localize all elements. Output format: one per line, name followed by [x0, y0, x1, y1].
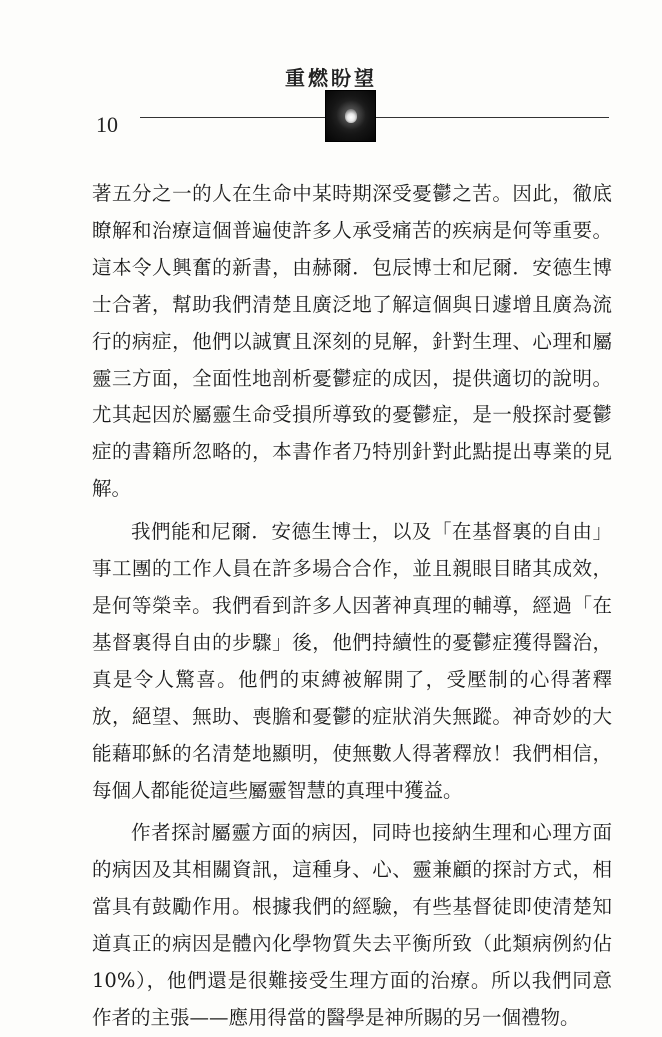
- header-rule-left: [140, 117, 325, 118]
- candle-flame-icon: [345, 109, 357, 123]
- paragraph-2: 我們能和尼爾．安德生博士，以及「在基督裏的自由」事工團的工作人員在許多場合合作，並且親眼目睹其成效，是何等榮幸。我們看到許多人因著神真理的輔導，經過「在基督裏得自由的步驟」後，他們持續性的憂鬱症獲得醫治，真是令人驚喜。他們的束縛被解開了，受壓制的心得著釋放，絕望、無助、喪膽和憂鬱的症狀消失無蹤。神奇妙的大能藉耶穌的名清楚地顯明，使無數人得著釋放！我們相信，每個人都能從這些屬靈智慧的真理中獲益。: [92, 520, 612, 802]
- body-text: [92, 176, 612, 1037]
- header-rule-right: [376, 117, 609, 118]
- running-title: 重燃盼望: [285, 66, 377, 90]
- paragraph-1: 著五分之一的人在生命中某時期深受憂鬱之苦。因此，徹底瞭解和治療這個普遍使許多人承受痛苦的疾病是何等重要。這本令人興奮的新書，由赫爾．包辰博士和尼爾．安德生博士合著，幫助我們清楚且廣泛地了解這個與日遽增且廣為流行的病症，他們以誠實且深刻的見解，針對生理、心理和屬靈三方面，全面性地剖析憂鬱症的成因，提供適切的說明。尤其起因於屬靈生命受損所導致的憂鬱症，是一般探討憂鬱症的書籍所忽略的，本書作者乃特別針對此點提出專業的見解。: [92, 182, 612, 501]
- candle-emblem-icon: [325, 90, 376, 142]
- paragraph-3: 作者探討屬靈方面的病因，同時也接納生理和心理方面的病因及其相關資訊，這種身、心、靈兼顧的探討方式，相當具有鼓勵作用。根據我們的經驗，有些基督徒即使清楚知道真正的病因是體內化學物質失去平衡所致（此類病例約佔10%），他們還是很難接受生理方面的治療。所以我們同意作者的主張——應用得當的醫學是神所賜的另一個禮物。: [92, 821, 612, 1029]
- page-number: 10: [96, 112, 118, 137]
